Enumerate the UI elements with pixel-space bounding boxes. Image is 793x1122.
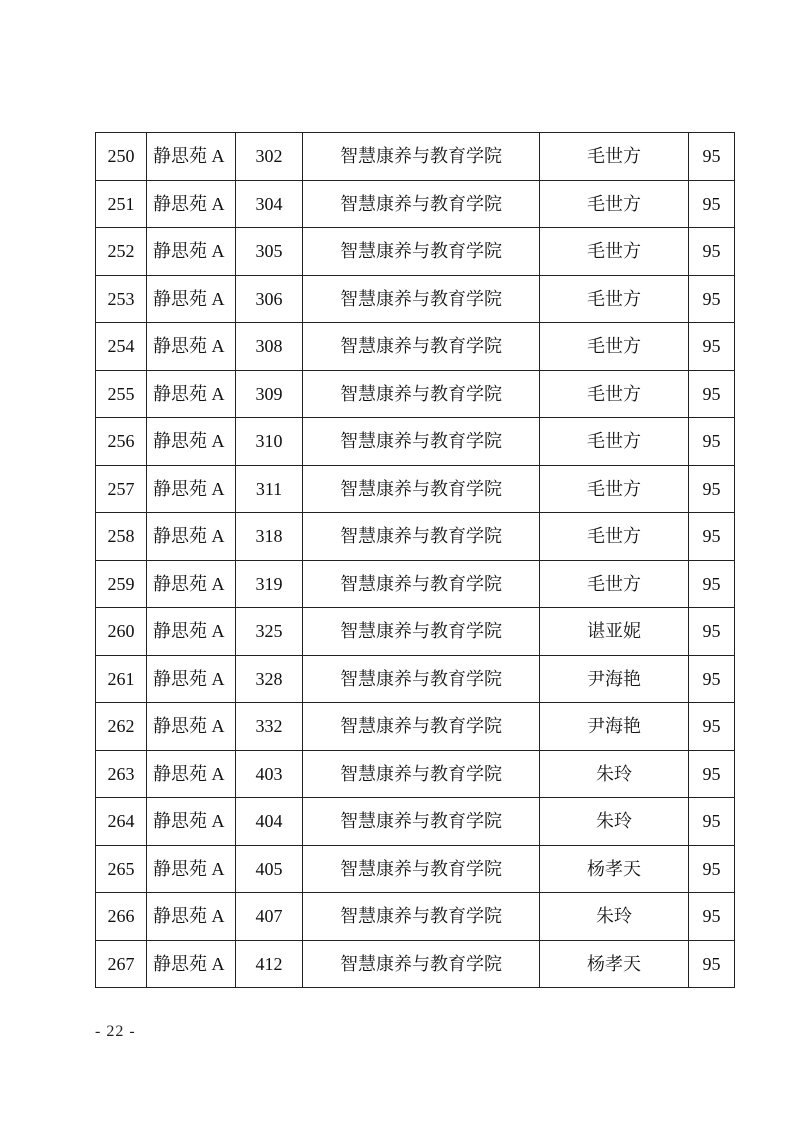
teacher-cell: 毛世方: [540, 370, 689, 418]
building-cell: 静思苑 A: [147, 608, 236, 656]
room-number-cell: 306: [236, 275, 303, 323]
row-number-cell: 255: [96, 370, 147, 418]
building-cell: 静思苑 A: [147, 655, 236, 703]
row-number-cell: 260: [96, 608, 147, 656]
building-cell: 静思苑 A: [147, 703, 236, 751]
building-cell: 静思苑 A: [147, 465, 236, 513]
row-number-cell: 250: [96, 133, 147, 181]
row-number-cell: 267: [96, 940, 147, 988]
college-cell: 智慧康养与教育学院: [303, 370, 540, 418]
teacher-cell: 毛世方: [540, 228, 689, 276]
teacher-cell: 尹海艳: [540, 655, 689, 703]
score-cell: 95: [689, 940, 735, 988]
college-cell: 智慧康养与教育学院: [303, 845, 540, 893]
row-number-cell: 264: [96, 798, 147, 846]
teacher-cell: 毛世方: [540, 513, 689, 561]
room-number-cell: 412: [236, 940, 303, 988]
score-cell: 95: [689, 893, 735, 941]
room-number-cell: 305: [236, 228, 303, 276]
building-cell: 静思苑 A: [147, 893, 236, 941]
teacher-cell: 毛世方: [540, 560, 689, 608]
table-row: [96, 560, 735, 608]
building-cell: 静思苑 A: [147, 750, 236, 798]
college-cell: 智慧康养与教育学院: [303, 798, 540, 846]
score-cell: 95: [689, 655, 735, 703]
teacher-cell: 谌亚妮: [540, 608, 689, 656]
college-cell: 智慧康养与教育学院: [303, 940, 540, 988]
score-cell: 95: [689, 750, 735, 798]
building-cell: 静思苑 A: [147, 133, 236, 181]
room-number-cell: 404: [236, 798, 303, 846]
room-number-cell: 310: [236, 418, 303, 466]
college-cell: 智慧康养与教育学院: [303, 608, 540, 656]
teacher-cell: 毛世方: [540, 465, 689, 513]
room-number-cell: 407: [236, 893, 303, 941]
row-number-cell: 263: [96, 750, 147, 798]
row-number-cell: 262: [96, 703, 147, 751]
row-number-cell: 266: [96, 893, 147, 941]
table-row: [96, 608, 735, 656]
row-number-cell: 251: [96, 180, 147, 228]
teacher-cell: 朱玲: [540, 798, 689, 846]
room-number-cell: 405: [236, 845, 303, 893]
row-number-cell: 253: [96, 275, 147, 323]
college-cell: 智慧康养与教育学院: [303, 750, 540, 798]
room-number-cell: 308: [236, 323, 303, 371]
table-row: [96, 845, 735, 893]
score-cell: 95: [689, 465, 735, 513]
score-cell: 95: [689, 275, 735, 323]
score-cell: 95: [689, 703, 735, 751]
teacher-cell: 毛世方: [540, 180, 689, 228]
teacher-cell: 毛世方: [540, 323, 689, 371]
room-number-cell: 328: [236, 655, 303, 703]
score-cell: 95: [689, 418, 735, 466]
score-cell: 95: [689, 798, 735, 846]
college-cell: 智慧康养与教育学院: [303, 180, 540, 228]
room-number-cell: 403: [236, 750, 303, 798]
score-cell: 95: [689, 180, 735, 228]
score-cell: 95: [689, 228, 735, 276]
college-cell: 智慧康养与教育学院: [303, 703, 540, 751]
table-row: [96, 323, 735, 371]
college-cell: 智慧康养与教育学院: [303, 323, 540, 371]
room-number-cell: 318: [236, 513, 303, 561]
building-cell: 静思苑 A: [147, 418, 236, 466]
table-body: [96, 133, 735, 988]
room-number-cell: 319: [236, 560, 303, 608]
score-cell: 95: [689, 560, 735, 608]
building-cell: 静思苑 A: [147, 323, 236, 371]
table-row: [96, 703, 735, 751]
college-cell: 智慧康养与教育学院: [303, 275, 540, 323]
row-number-cell: 258: [96, 513, 147, 561]
table-row: [96, 418, 735, 466]
building-cell: 静思苑 A: [147, 940, 236, 988]
building-cell: 静思苑 A: [147, 180, 236, 228]
table-row: [96, 275, 735, 323]
row-number-cell: 254: [96, 323, 147, 371]
college-cell: 智慧康养与教育学院: [303, 418, 540, 466]
college-cell: 智慧康养与教育学院: [303, 513, 540, 561]
row-number-cell: 261: [96, 655, 147, 703]
table-row: [96, 180, 735, 228]
teacher-cell: 毛世方: [540, 275, 689, 323]
teacher-cell: 杨孝天: [540, 940, 689, 988]
teacher-cell: 朱玲: [540, 893, 689, 941]
building-cell: 静思苑 A: [147, 275, 236, 323]
score-cell: 95: [689, 133, 735, 181]
room-number-cell: 309: [236, 370, 303, 418]
teacher-cell: 毛世方: [540, 418, 689, 466]
teacher-cell: 尹海艳: [540, 703, 689, 751]
room-number-cell: 325: [236, 608, 303, 656]
room-number-cell: 302: [236, 133, 303, 181]
table-row: [96, 750, 735, 798]
dormitory-score-table: [95, 132, 735, 988]
room-number-cell: 332: [236, 703, 303, 751]
table-row: [96, 940, 735, 988]
row-number-cell: 265: [96, 845, 147, 893]
room-number-cell: 304: [236, 180, 303, 228]
college-cell: 智慧康养与教育学院: [303, 465, 540, 513]
building-cell: 静思苑 A: [147, 370, 236, 418]
table-row: [96, 370, 735, 418]
score-cell: 95: [689, 513, 735, 561]
building-cell: 静思苑 A: [147, 845, 236, 893]
row-number-cell: 252: [96, 228, 147, 276]
score-cell: 95: [689, 845, 735, 893]
row-number-cell: 257: [96, 465, 147, 513]
teacher-cell: 杨孝天: [540, 845, 689, 893]
teacher-cell: 毛世方: [540, 133, 689, 181]
college-cell: 智慧康养与教育学院: [303, 228, 540, 276]
table-row: [96, 893, 735, 941]
score-cell: 95: [689, 323, 735, 371]
college-cell: 智慧康养与教育学院: [303, 893, 540, 941]
row-number-cell: 256: [96, 418, 147, 466]
teacher-cell: 朱玲: [540, 750, 689, 798]
score-cell: 95: [689, 608, 735, 656]
table-row: [96, 228, 735, 276]
table-row: [96, 133, 735, 181]
college-cell: 智慧康养与教育学院: [303, 655, 540, 703]
row-number-cell: 259: [96, 560, 147, 608]
college-cell: 智慧康养与教育学院: [303, 560, 540, 608]
building-cell: 静思苑 A: [147, 228, 236, 276]
room-number-cell: 311: [236, 465, 303, 513]
building-cell: 静思苑 A: [147, 798, 236, 846]
building-cell: 静思苑 A: [147, 560, 236, 608]
table-row: [96, 465, 735, 513]
building-cell: 静思苑 A: [147, 513, 236, 561]
table-row: [96, 655, 735, 703]
page-number: - 22 -: [95, 1023, 136, 1040]
table-row: [96, 513, 735, 561]
college-cell: 智慧康养与教育学院: [303, 133, 540, 181]
table-row: [96, 798, 735, 846]
dormitory-score-table-container: [95, 132, 734, 988]
score-cell: 95: [689, 370, 735, 418]
